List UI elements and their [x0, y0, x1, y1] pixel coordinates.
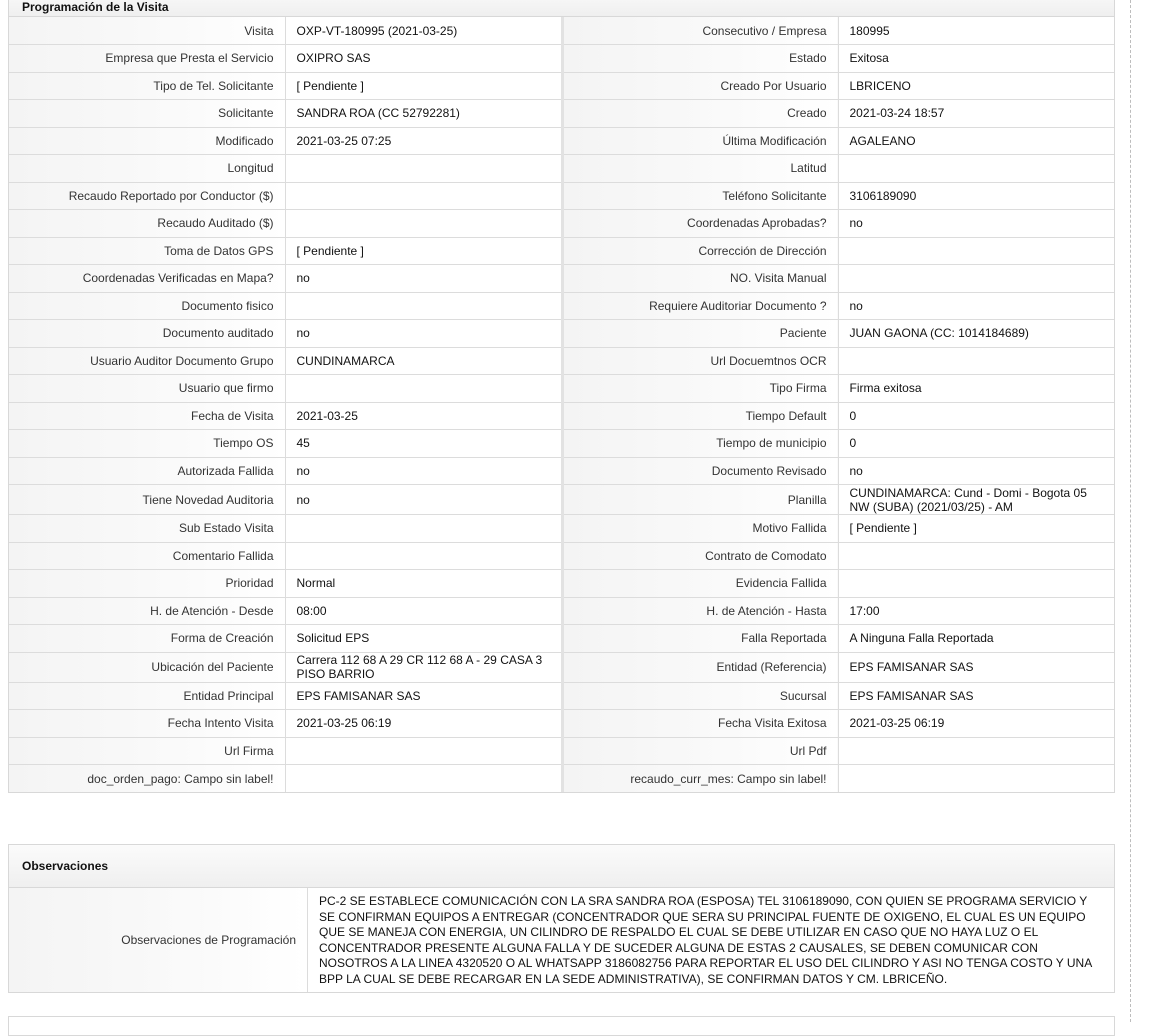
field-value: 0	[838, 430, 1114, 458]
field-label: Tipo de Tel. Solicitante	[9, 72, 285, 100]
field-value: 2021-03-25 07:25	[285, 127, 562, 155]
field-value: no	[838, 457, 1114, 485]
field-value: CUNDINAMARCA	[285, 347, 562, 375]
table-row	[9, 182, 1114, 210]
field-label: Latitud	[562, 155, 838, 183]
field-label: Fecha Visita Exitosa	[562, 710, 838, 738]
field-label: Coordenadas Aprobadas?	[562, 210, 838, 238]
programacion-title: Programación de la Visita	[9, 0, 1114, 17]
field-value	[838, 265, 1114, 293]
field-value: [ Pendiente ]	[285, 237, 562, 265]
field-label: Usuario Auditor Documento Grupo	[9, 347, 285, 375]
field-value: EPS FAMISANAR SAS	[285, 682, 562, 710]
field-label: Fecha de Visita	[9, 402, 285, 430]
observaciones-programacion-label: Observaciones de Programación	[9, 888, 308, 992]
field-value: no	[285, 485, 562, 515]
programacion-panel	[8, 0, 1115, 793]
field-value	[838, 542, 1114, 570]
field-label: Estado	[562, 45, 838, 73]
table-row	[9, 485, 1114, 515]
field-value: AGALEANO	[838, 127, 1114, 155]
next-panel	[8, 1016, 1115, 1036]
field-value: OXIPRO SAS	[285, 45, 562, 73]
field-label: Evidencia Fallida	[562, 570, 838, 598]
field-value: no	[285, 265, 562, 293]
field-label: Visita	[9, 17, 285, 45]
field-value: Solicitud EPS	[285, 625, 562, 653]
field-value: 2021-03-25 06:19	[285, 710, 562, 738]
field-label: Solicitante	[9, 100, 285, 128]
field-value: 2021-03-25 06:19	[838, 710, 1114, 738]
field-label: Usuario que firmo	[9, 375, 285, 403]
table-row	[9, 597, 1114, 625]
field-value: A Ninguna Falla Reportada	[838, 625, 1114, 653]
field-value: Firma exitosa	[838, 375, 1114, 403]
table-row	[9, 710, 1114, 738]
field-value	[838, 765, 1114, 793]
field-value	[285, 375, 562, 403]
field-label: Paciente	[562, 320, 838, 348]
field-label: Url Firma	[9, 737, 285, 765]
field-value: 180995	[838, 17, 1114, 45]
field-value	[285, 292, 562, 320]
field-value: [ Pendiente ]	[285, 72, 562, 100]
table-row	[9, 515, 1114, 543]
field-value: no	[285, 457, 562, 485]
field-label: Tiempo Default	[562, 402, 838, 430]
field-label: Planilla	[562, 485, 838, 515]
table-row	[9, 155, 1114, 183]
table-row	[9, 45, 1114, 73]
table-row	[9, 320, 1114, 348]
table-row	[9, 625, 1114, 653]
field-label: Url Docuemtnos OCR	[562, 347, 838, 375]
field-label: Url Pdf	[562, 737, 838, 765]
field-label: Recaudo Reportado por Conductor ($)	[9, 182, 285, 210]
field-label: Coordenadas Verificadas en Mapa?	[9, 265, 285, 293]
field-value: no	[285, 320, 562, 348]
field-label: Tiene Novedad Auditoria	[9, 485, 285, 515]
field-value: SANDRA ROA (CC 52792281)	[285, 100, 562, 128]
field-value	[285, 542, 562, 570]
field-label: Prioridad	[9, 570, 285, 598]
field-value: 17:00	[838, 597, 1114, 625]
field-value: [ Pendiente ]	[838, 515, 1114, 543]
field-label: Falla Reportada	[562, 625, 838, 653]
table-row	[9, 570, 1114, 598]
field-label: Documento auditado	[9, 320, 285, 348]
field-value: 0	[838, 402, 1114, 430]
table-row	[9, 375, 1114, 403]
field-label: Entidad Principal	[9, 682, 285, 710]
field-value: 2021-03-25	[285, 402, 562, 430]
table-row	[9, 237, 1114, 265]
field-value: Normal	[285, 570, 562, 598]
field-label: H. de Atención - Desde	[9, 597, 285, 625]
field-label: Fecha Intento Visita	[9, 710, 285, 738]
field-label: Autorizada Fallida	[9, 457, 285, 485]
field-value	[838, 155, 1114, 183]
observaciones-table	[9, 888, 1114, 992]
field-value: Carrera 112 68 A 29 CR 112 68 A - 29 CASA 3 PISO BARRIO	[285, 652, 562, 682]
table-row	[9, 265, 1114, 293]
field-label: Motivo Fallida	[562, 515, 838, 543]
field-label: Comentario Fallida	[9, 542, 285, 570]
field-label: Creado Por Usuario	[562, 72, 838, 100]
field-label: Forma de Creación	[9, 625, 285, 653]
field-value	[285, 515, 562, 543]
table-row	[9, 347, 1114, 375]
field-value: CUNDINAMARCA: Cund - Domi - Bogota 05 NW (SUBA) (2021/03/25) - AM	[838, 485, 1114, 515]
field-label: Entidad (Referencia)	[562, 652, 838, 682]
field-value: 2021-03-24 18:57	[838, 100, 1114, 128]
table-row	[9, 127, 1114, 155]
table-row	[9, 292, 1114, 320]
field-label: Última Modificación	[562, 127, 838, 155]
table-row	[9, 210, 1114, 238]
field-label: Documento fisico	[9, 292, 285, 320]
field-label: Tipo Firma	[562, 375, 838, 403]
field-label: Toma de Datos GPS	[9, 237, 285, 265]
field-label: doc_orden_pago: Campo sin label!	[9, 765, 285, 793]
field-value	[285, 765, 562, 793]
field-label: Teléfono Solicitante	[562, 182, 838, 210]
table-row	[9, 737, 1114, 765]
field-value	[838, 347, 1114, 375]
field-value	[285, 737, 562, 765]
field-label: Requiere Auditoriar Documento ?	[562, 292, 838, 320]
field-label: Contrato de Comodato	[562, 542, 838, 570]
field-value: OXP-VT-180995 (2021-03-25)	[285, 17, 562, 45]
field-label: H. de Atención - Hasta	[562, 597, 838, 625]
table-row	[9, 72, 1114, 100]
table-row	[9, 457, 1114, 485]
field-value: 45	[285, 430, 562, 458]
field-value: Exitosa	[838, 45, 1114, 73]
table-row	[9, 100, 1114, 128]
field-value	[285, 182, 562, 210]
field-value: EPS FAMISANAR SAS	[838, 682, 1114, 710]
field-label: Creado	[562, 100, 838, 128]
field-value: 3106189090	[838, 182, 1114, 210]
field-value: 08:00	[285, 597, 562, 625]
field-label: Sub Estado Visita	[9, 515, 285, 543]
table-row	[9, 402, 1114, 430]
table-row	[9, 652, 1114, 682]
observaciones-programacion-value: PC-2 SE ESTABLECE COMUNICACIÓN CON LA SRA SANDRA ROA (ESPOSA) TEL 3106189090, CON QUIEN SE PROGRAMA SERVICIO Y SE CONFIRMAN EQUIPOS A ENTREGAR (CONCENTRADOR QUE SERA SU PRINCIPAL FUENTE DE OXIGENO, EL CUAL ES UN EQUIPO QUE SE MANEJA CON ENERGIA, UN CILINDRO DE RESPALDO EL CUAL SE DEBE UTILIZAR EN CASO QUE NO HAYA LUZ O EL CONCENTRADOR PRESENTE ALGUNA FALLA Y DE SUCEDER ALGUNA DE ESTAS 2 CAUSALES, SE DEBEN COMUNICAR CON NOSOTROS A LA LINEA 4320520 O AL WHATSAPP 3186082756 PARA REPORTAR EL USO DEL CILINDRO Y ASI NO TENGA COSTO Y UNA BPP LA CUAL SE DEBE RECARGAR EN LA SEDE ADMINISTRATIVA), SE CONFIRMAN DATOS Y CM. LBRICEÑO.	[308, 888, 1115, 992]
field-value	[285, 155, 562, 183]
table-row	[9, 888, 1114, 992]
field-label: Modificado	[9, 127, 285, 155]
field-label: Corrección de Dirección	[562, 237, 838, 265]
field-label: Sucursal	[562, 682, 838, 710]
observaciones-panel	[8, 844, 1115, 993]
table-row	[9, 542, 1114, 570]
field-label: Consecutivo / Empresa	[562, 17, 838, 45]
field-value	[285, 210, 562, 238]
table-row	[9, 765, 1114, 793]
table-row	[9, 17, 1114, 45]
field-value: EPS FAMISANAR SAS	[838, 652, 1114, 682]
observaciones-title: Observaciones	[9, 845, 1114, 888]
field-label: NO. Visita Manual	[562, 265, 838, 293]
field-value	[838, 737, 1114, 765]
field-value	[838, 237, 1114, 265]
field-value: no	[838, 210, 1114, 238]
programacion-table	[9, 17, 1114, 792]
field-value: JUAN GAONA (CC: 1014184689)	[838, 320, 1114, 348]
field-label: Empresa que Presta el Servicio	[9, 45, 285, 73]
field-value	[838, 570, 1114, 598]
field-label: Recaudo Auditado ($)	[9, 210, 285, 238]
field-value: LBRICENO	[838, 72, 1114, 100]
table-row	[9, 430, 1114, 458]
field-label: Tiempo de municipio	[562, 430, 838, 458]
field-label: Documento Revisado	[562, 457, 838, 485]
field-value: no	[838, 292, 1114, 320]
field-label: Longitud	[9, 155, 285, 183]
field-label: recaudo_curr_mes: Campo sin label!	[562, 765, 838, 793]
table-row	[9, 682, 1114, 710]
field-label: Ubicación del Paciente	[9, 652, 285, 682]
field-label: Tiempo OS	[9, 430, 285, 458]
page-divider-dashed	[1130, 0, 1131, 1022]
